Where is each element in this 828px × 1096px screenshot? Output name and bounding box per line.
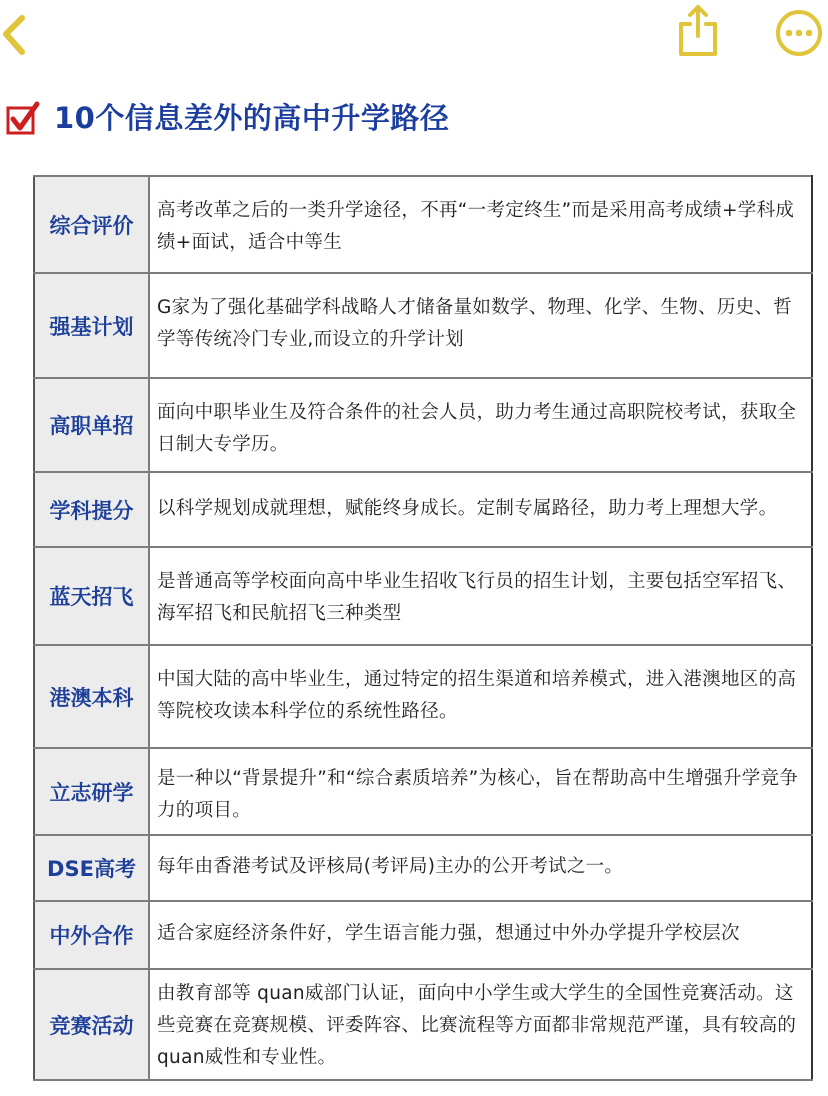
table-row	[34, 378, 812, 472]
row-description-cell	[149, 472, 812, 547]
row-description: 中国大陆的高中毕业生，通过特定的招生渠道和培养模式，进入港澳地区的高等院校攻读本科学位的系统性路径。	[157, 669, 797, 722]
table-row	[34, 748, 812, 835]
row-description: 是普通高等学校面向高中毕业生招收飞行员的招生计划，主要包括空军招飞、海军招飞和民航招飞三种类型	[157, 571, 797, 624]
row-label-cell	[34, 472, 149, 547]
row-label-cell	[34, 969, 149, 1080]
share-button[interactable]	[672, 2, 724, 58]
table-row	[34, 547, 812, 645]
table-row	[34, 273, 812, 378]
row-description-cell	[149, 645, 812, 748]
more-ellipsis-icon	[774, 8, 824, 58]
row-label: 高职单招	[49, 414, 134, 438]
row-label: 港澳本科	[49, 685, 134, 710]
row-description-cell	[149, 273, 812, 378]
row-label-cell	[34, 835, 149, 901]
row-description: 高考改革之后的一类升学途径，不再“一考定终生”而是采用高考成绩+学科成绩+面试，适合中等生	[157, 200, 795, 253]
row-label-cell	[34, 901, 149, 969]
back-button[interactable]	[0, 8, 30, 60]
row-description-cell	[149, 748, 812, 835]
row-label-cell	[34, 547, 149, 645]
table-row	[34, 645, 812, 748]
row-description: 面向中职毕业生及符合条件的社会人员，助力考生通过高职院校考试，获取全日制大专学历。	[157, 402, 797, 455]
more-options-button[interactable]	[774, 8, 824, 58]
section-heading	[6, 98, 449, 138]
row-description: 以科学规划成就理想，赋能终身成长。定制专属路径，助力考上理想大学。	[157, 498, 778, 519]
row-description-cell	[149, 378, 812, 472]
row-label: 综合评价	[49, 213, 134, 238]
row-description: 适合家庭经济条件好，学生语言能力强，想通过中外办学提升学校层次	[157, 923, 740, 944]
row-label-cell	[34, 748, 149, 835]
red-checkbox-icon	[6, 101, 40, 135]
page-title: 10个信息差外的高中升学路径	[54, 101, 450, 135]
chevron-left-icon	[0, 8, 30, 60]
table-row	[34, 472, 812, 547]
row-description: 是一种以“背景提升”和“综合素质培养”为核心，旨在帮助高中生增强升学竞争力的项目。	[157, 768, 799, 821]
row-description-cell	[149, 547, 812, 645]
table-row	[34, 969, 812, 1080]
row-label: 学科提分	[49, 498, 134, 523]
pathways-table	[33, 175, 813, 1081]
table-row	[34, 901, 812, 969]
row-label: DSE高考	[47, 857, 136, 881]
row-label: 强基计划	[49, 314, 134, 339]
row-label: 竞赛活动	[49, 1013, 134, 1038]
row-description: G家为了强化基础学科战略人才储备量如数学、物理、化学、生物、历史、哲学等传统冷门专业,而设立的升学计划	[157, 297, 793, 350]
share-icon	[672, 2, 724, 58]
row-label-cell	[34, 378, 149, 472]
table-row	[34, 835, 812, 901]
table-row	[34, 176, 812, 273]
row-label-cell	[34, 273, 149, 378]
row-description: 由教育部等 quan威部门认证，面向中小学生或大学生的全国性竞赛活动。这些竞赛在竞赛规模、评委阵容、比赛流程等方面都非常规范严谨，具有较高的quan威性和专业性。	[157, 983, 797, 1068]
row-description: 每年由香港考试及评核局(考评局)主办的公开考试之一。	[157, 856, 624, 877]
row-label: 蓝天招飞	[49, 585, 134, 609]
top-nav-bar	[0, 0, 828, 70]
row-description-cell	[149, 901, 812, 969]
row-description-cell	[149, 835, 812, 901]
row-label-cell	[34, 645, 149, 748]
row-label-cell	[34, 176, 149, 273]
row-label: 中外合作	[49, 924, 134, 948]
row-label: 立志研学	[49, 780, 134, 805]
row-description-cell	[149, 969, 812, 1080]
row-description-cell	[149, 176, 812, 273]
